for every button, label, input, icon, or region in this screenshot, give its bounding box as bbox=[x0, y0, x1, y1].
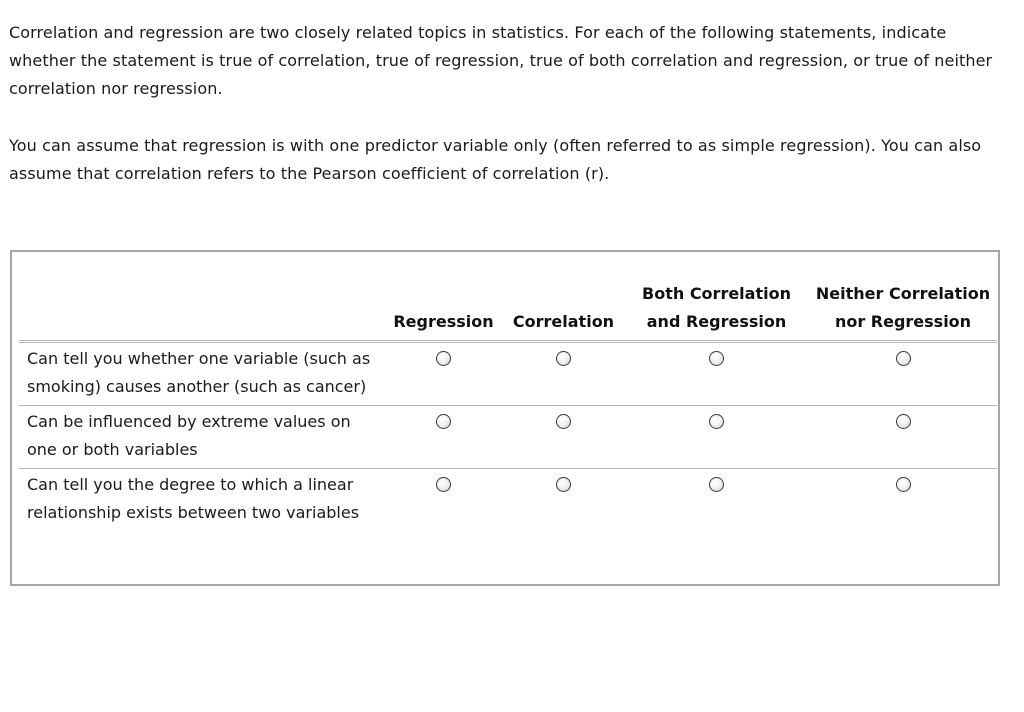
header-both bbox=[624, 280, 809, 342]
header-line-1 bbox=[503, 280, 624, 308]
header-line-2: Correlation bbox=[512, 312, 615, 331]
table-row bbox=[19, 342, 997, 406]
intro-paragraph-2: You can assume that regression is with one predictor variable only (often referred to as simple regression). You can also assume that correlation refers to the Pearson coefficient of correlation (r). bbox=[9, 136, 982, 183]
header-statement bbox=[19, 280, 384, 342]
radio-button-icon[interactable] bbox=[896, 414, 911, 429]
header-line-1 bbox=[384, 280, 503, 308]
radio-button-icon[interactable] bbox=[556, 477, 571, 492]
radio-button-icon[interactable] bbox=[556, 351, 571, 366]
table-row bbox=[19, 406, 997, 469]
header-neither bbox=[809, 280, 997, 342]
header-line-2: nor Regression bbox=[834, 312, 972, 331]
header-line-1: Both Correlation bbox=[642, 284, 791, 303]
answer-grid bbox=[19, 280, 997, 531]
radio-button-icon[interactable] bbox=[896, 477, 911, 492]
table-row bbox=[19, 469, 997, 532]
header-regression bbox=[384, 280, 503, 342]
header-line-1: Neither Correlation bbox=[815, 284, 991, 303]
radio-button-icon[interactable] bbox=[556, 414, 571, 429]
statement-text: Can be influenced by extreme values on one or both variables bbox=[19, 406, 384, 469]
radio-button-icon[interactable] bbox=[709, 477, 724, 492]
question-box bbox=[10, 250, 1000, 586]
statement-text: Can tell you whether one variable (such as smoking) causes another (such as cancer) bbox=[19, 342, 384, 406]
radio-button-icon[interactable] bbox=[436, 351, 451, 366]
header-correlation bbox=[503, 280, 624, 342]
statement-text: Can tell you the degree to which a linear relationship exists between two variables bbox=[27, 475, 360, 522]
radio-button-icon[interactable] bbox=[436, 477, 451, 492]
radio-button-icon[interactable] bbox=[709, 351, 724, 366]
header-line-2: Regression bbox=[393, 312, 494, 331]
radio-button-icon[interactable] bbox=[436, 414, 451, 429]
header-line-2: and Regression bbox=[646, 312, 787, 331]
header-row bbox=[19, 280, 997, 342]
intro-paragraph-1: Correlation and regression are two closely related topics in statistics. For each of the following statements, indicate whether the statement is true of correlation, true of regression, true of both correlation and regression, or true of neither correlation nor regression. bbox=[9, 23, 993, 98]
radio-button-icon[interactable] bbox=[709, 414, 724, 429]
radio-button-icon[interactable] bbox=[896, 351, 911, 366]
